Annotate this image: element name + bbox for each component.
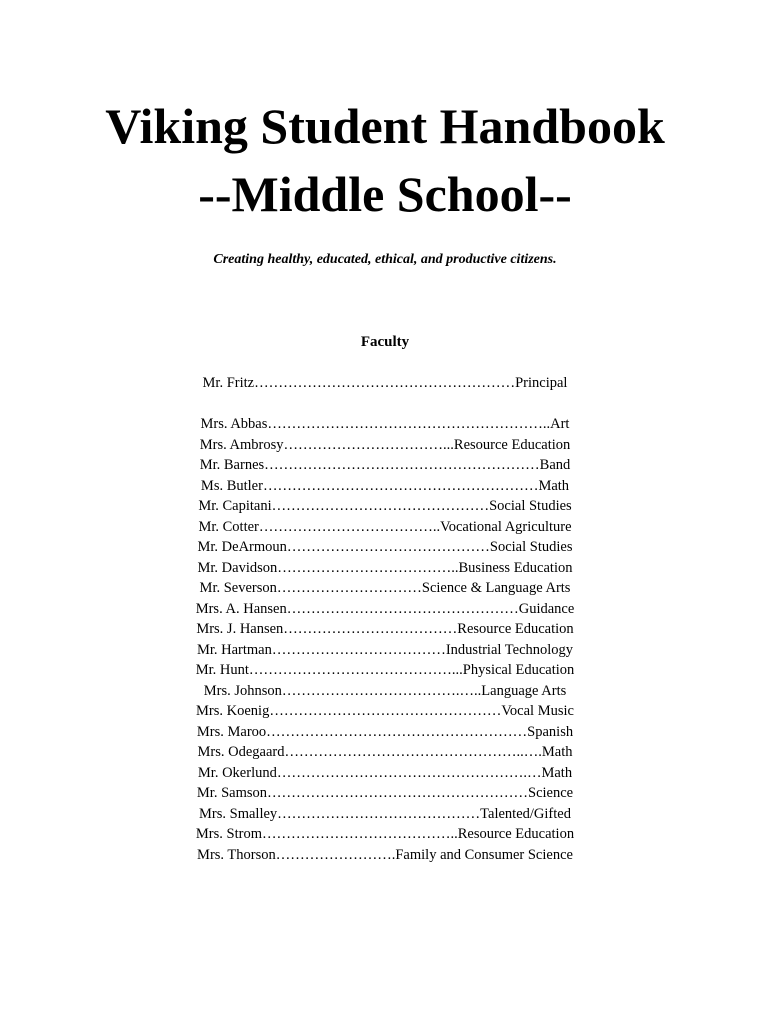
faculty-row: Mrs. Abbas…………………………………………………..Art xyxy=(200,416,570,432)
faculty-row: Mrs. Strom…………………………………..Resource Education xyxy=(195,826,575,842)
document-title: Viking Student Handbook xyxy=(105,98,665,154)
faculty-row: Mr. Hunt……………………………………...Physical Education xyxy=(195,662,575,678)
faculty-row: Mrs. Smalley……………………………………Talented/Gifted xyxy=(199,806,571,822)
faculty-row: Mr. Cotter………………………………..Vocational Agriculture xyxy=(198,519,572,535)
faculty-row: Mr. DeArmoun……………………………………Social Studies xyxy=(197,539,573,555)
faculty-row: Mrs. Koenig…………………………………………Vocal Music xyxy=(196,703,574,719)
faculty-row: Mr. Samson………………………………………………Science xyxy=(196,785,574,801)
faculty-row: Ms. Butler…………………………………………………Math xyxy=(200,478,570,494)
faculty-row: Mrs. Thorson…………………….Family and Consumer Science xyxy=(197,847,573,863)
faculty-row: Mrs. Odegaard…………………………………………..….Math xyxy=(197,744,573,760)
faculty-row: Mrs. Johnson……………………………….…..Language Arts xyxy=(203,683,567,699)
faculty-row: Mrs. J. Hansen………………………………Resource Education xyxy=(196,621,574,637)
faculty-row: Mr. Davidson………………………………..Business Education xyxy=(197,560,573,576)
faculty-row: Mrs. A. Hansen…………………………………………Guidance xyxy=(195,601,575,617)
document-subtitle: --Middle School-- xyxy=(198,166,572,222)
faculty-row: Mr. Hartman………………………………Industrial Technology xyxy=(196,642,574,658)
faculty-row: Mrs. Maroo………………………………………………Spanish xyxy=(196,724,574,740)
faculty-row: Mrs. Ambrosy……………………………...Resource Education xyxy=(199,437,571,453)
tagline: Creating healthy, educated, ethical, and productive citizens. xyxy=(213,252,557,267)
faculty-principal: Mr. Fritz………………………………………………Principal xyxy=(202,375,568,391)
faculty-row: Mr. Capitani………………………………………Social Studies xyxy=(198,498,572,514)
faculty-row: Mr. Barnes…………………………………………………Band xyxy=(199,457,571,473)
faculty-heading: Faculty xyxy=(360,334,410,350)
faculty-row: Mr. Okerlund…………………………………………….…Math xyxy=(197,765,573,781)
faculty-row: Mr. Severson…………………………Science & Language Arts xyxy=(199,580,571,596)
